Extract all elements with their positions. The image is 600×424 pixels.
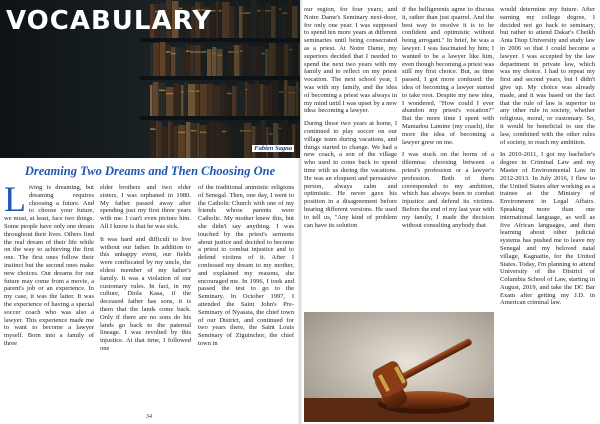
paragraph: if the belligerents agree to discuss it, rather than just quarrel. And the best way to resolve it is to be confident and optimistic without being arrogant." In brief, he was a lawyer. I was fascinated by him; I wanted to be a lawyer like him, even though becoming a priest was still my first choice. But, as time passed, I got more confused: the idea of becoming a lawyer started to take root. Despite my new idea, I wondered, "How could I ever abandon my priest's vocation?" But the more time I spent with Mamadou Lamine (my coach), the more the idea of becoming a lawyer grew on me.: [402, 6, 494, 146]
right-column-2: [402, 6, 494, 234]
page-number: 34: [146, 414, 152, 420]
page-number: 35: [448, 414, 454, 420]
center-gutter: [298, 0, 302, 424]
paragraph: elder brothers and two elder sisters, I was orphaned in 1980. My father passed away after spending just my first three years with me. I can't even picture him. All I know is that he was sick.: [100, 184, 191, 230]
paragraph: In 2010-2011, I got my bachelor's degree in Criminal Law and my Master of Environmental Law in 2012-2013. In July 2016, I flew to the United States after working as a trainee at the Ministry of Environment in Legal Affairs. Speaking more than one international language, as well as five African languages, and then learning about other judicial systems has pushed me to leave my Senegal and my beloved natal village, Kagnaitte, for the United States. Today, I'm planning to attend University of the District of Columbia School of Law, starting in August, 2019, and take the DC Bar Exam after getting my J.D. in American criminal law.: [500, 151, 595, 307]
drop-cap: L: [4, 179, 26, 219]
left-column-1: [4, 179, 94, 353]
right-column-1: [304, 6, 397, 234]
right-column-3: [500, 6, 595, 312]
gavel-illustration: [304, 312, 494, 422]
paragraph: our region, for four years; and Notre Dame's Seminary next-door, for only one year. I was supposed to spend ten more years at different seminaries until being consecrated as a priest. At Notre Dame, my superiors decided that I needed to spend the next two years with my family and to reflect on my priest vocation. The next school year, I was with my family, and the idea of becoming a priest was always in my mind until I was upset by a new idea: becoming a lawyer.: [304, 6, 397, 115]
paragraph: would determine my future. After earning my college degree, I decided not go back to seminary, but rather to attend Dakar's Cheikh Anta Diop University and study law in 2006 so that I could become a lawyer. I was accepted by the law department in private law, which was my choice. I had to repeat my first and second years, but I didn't give up. My choice was already made, and it was based on the fact that the rule of law is superior to any other rule in society, whether religious, moral, or customary. So, it would be beneficial to use the law, combined with the other rules of society, to reach my ambition.: [500, 6, 595, 146]
paragraph: During those two years at home, I continued to play soccer on our village team during vacations, and things started to change. We had a new coach, a son of the village who used to come back to spend time with us during the vacations. He was an eloquent and persuasive person, always calm and optimistic. He never gave his position in a disagreement before hearing different versions. He used to tell us, "Any kind of problem can have its solution: [304, 120, 397, 229]
judge-gavel-photo: [304, 312, 494, 422]
paragraph: It was hard and difficult to live without our father. In addition to this unhappy event, our fields were confiscated by my uncle, the eldest member of my father's family. It was a violation of our customary rules. In fact, in my culture, Diola Kasa, if the deceased father has sons, it is them that the lands come back. Only if there are no sons do his lands go back to the paternal lineage. I was revolted by this injustice. At that time, I followed one: [100, 235, 191, 352]
section-title: VOCABULARY: [6, 6, 213, 36]
library-bookshelves-photo: [0, 0, 300, 158]
photo-credit: Fabien Sagna: [254, 145, 292, 152]
paragraph: of the traditional animistic religions of Senegal. Then, one day, I went to the Catholic Church with one of my friends whose parents were Catholic. My mother knew this, but she didn't say anything. I was touched by the priest's sermons about justice and decided to become a priest to combat injustice and to defend victims of it. After I confessed my dream to my mother, and explained my reasons, she encouraged me. In 1996, I took and passed the test to go to the Seminary. In October 1997, I attended the Saint John's Pre-Seminary of Nyassia, the chief town of our District, and continued for two years there, the Saint Louis Seminary of Ziguinchor, the chief town in: [198, 184, 294, 347]
left-column-2: [100, 184, 191, 358]
right-page: [300, 0, 600, 424]
paragraph: Living is dreaming, but dreaming requires choosing a future. And to choose your future, we must, at least, face two things. Some people have only one dream throughout their lives. Others find the real dream of their life while on the way to achieving the first one. The first ones follow their instinct but the second ones make new choices. Our dreams for our future may come from a movie, a parent's job or an experience. In my case, it was the latter. It was the experience of having a special soccer coach who was also a lawyer. This experience made me to want to become a lawyer myself. Born into a family of three: [4, 179, 94, 347]
left-column-3: [198, 184, 294, 353]
paragraph: I was stuck on the horns of a dilemma: choosing between a priest's profession or a lawyer's profession. Both of them corresponded to my ambition, which has always been to combat injustice and defend its victims. Before the end of my last year with my family, I made the decision without consulting anybody that: [402, 151, 494, 229]
article-title: Dreaming Two Dreams and Then Choosing One: [24, 164, 276, 178]
